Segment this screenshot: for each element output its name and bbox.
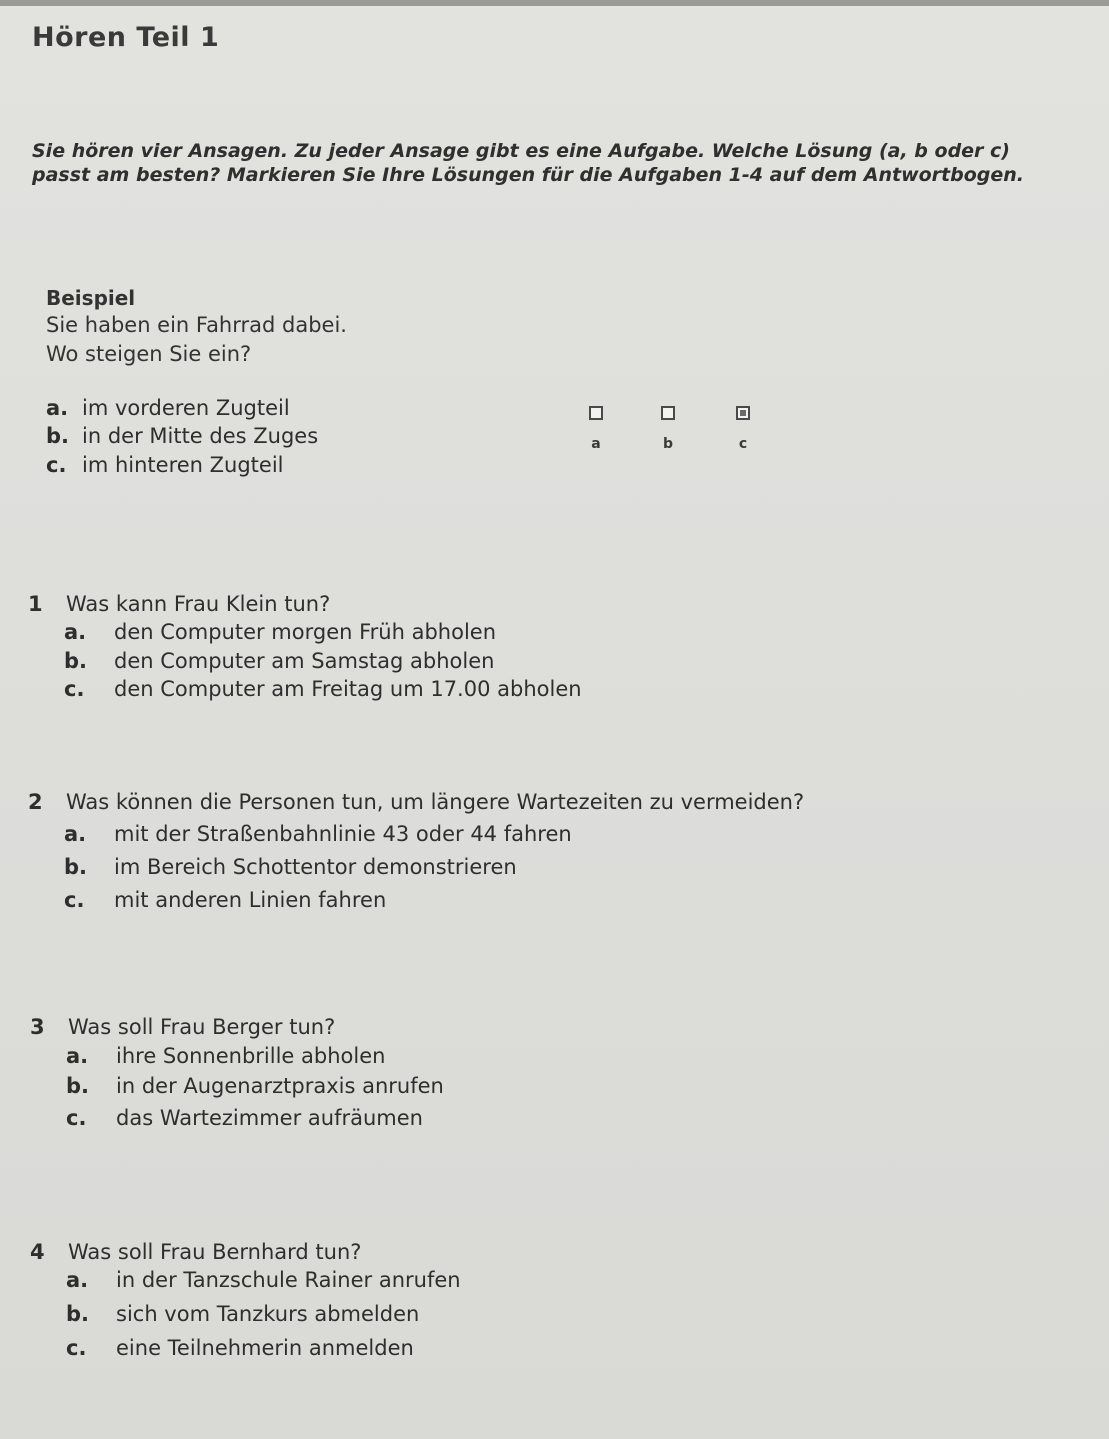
answer-label-a: a [591,436,601,452]
question-number: 4 [30,1240,45,1264]
question-4-option-a[interactable] [66,1268,461,1292]
option-text: ihre Sonnenbrille abholen [116,1044,386,1068]
instruction-line-1: Sie hören vier Ansagen. Zu jeder Ansage gibt es eine Aufgabe. Welche Lösung (a, b oder c) [32,140,1010,162]
option-letter: b. [64,649,88,673]
option-letter: c. [66,1106,87,1130]
question-2-option-c[interactable] [64,888,386,912]
example-option-letter: b. [46,424,70,448]
answer-checkbox-a[interactable] [589,406,603,420]
question-3-option-a[interactable] [66,1044,385,1068]
option-text: im Bereich Schottentor demonstrieren [114,855,517,879]
top-border-line [0,0,1109,6]
option-letter: a. [66,1044,89,1068]
question-4-option-b[interactable] [66,1302,419,1326]
example-heading: Beispiel [46,286,136,310]
example-option-b [46,424,318,448]
answer-checkbox-b[interactable] [661,406,675,420]
option-letter: c. [64,888,85,912]
option-letter: a. [64,822,87,846]
question-3 [30,1015,335,1039]
question-4-option-c[interactable] [66,1336,414,1360]
option-letter: b. [66,1074,90,1098]
answer-label-c: c [738,436,748,452]
option-letter: c. [66,1336,87,1360]
question-3-option-c[interactable] [66,1106,423,1130]
example-option-c [46,453,284,477]
option-text: den Computer am Freitag um 17.00 abholen [114,677,582,701]
option-letter: b. [66,1302,90,1326]
question-2-option-a[interactable] [64,822,572,846]
question-number: 3 [30,1015,45,1039]
option-text: das Wartezimmer aufräumen [116,1106,423,1130]
option-text: eine Teilnehmerin anmelden [116,1336,414,1360]
example-option-text: im hinteren Zugteil [82,453,284,477]
answer-checkbox-c[interactable] [736,406,750,420]
option-text: mit anderen Linien fahren [114,888,387,912]
option-text: sich vom Tanzkurs abmelden [116,1302,420,1326]
question-text: Was können die Personen tun, um längere Wartezeiten zu vermeiden? [66,790,805,814]
question-1-option-b[interactable] [64,649,494,673]
example-question: Wo steigen Sie ein? [46,342,252,366]
question-2 [28,790,804,814]
question-text: Was soll Frau Bernhard tun? [68,1240,362,1264]
answer-label-b: b [662,436,674,452]
example-option-a [46,396,290,420]
example-context: Sie haben ein Fahrrad dabei. [46,313,347,337]
question-number: 1 [28,592,43,616]
option-letter: a. [66,1268,89,1292]
option-text: den Computer am Samstag abholen [114,649,495,673]
example-option-letter: c. [46,453,67,477]
option-text: in der Tanzschule Rainer anrufen [116,1268,461,1292]
option-letter: c. [64,677,85,701]
option-text: den Computer morgen Früh abholen [114,620,497,644]
question-1 [28,592,330,616]
option-letter: b. [64,855,88,879]
question-1-option-c[interactable] [64,677,582,701]
option-text: in der Augenarztpraxis anrufen [116,1074,444,1098]
example-option-text: im vorderen Zugteil [82,396,290,420]
question-text: Was kann Frau Klein tun? [66,592,331,616]
option-letter: a. [64,620,87,644]
page-title: Hören Teil 1 [32,22,220,53]
question-4 [30,1240,361,1264]
question-text: Was soll Frau Berger tun? [68,1015,336,1039]
question-2-option-b[interactable] [64,855,517,879]
question-number: 2 [28,790,43,814]
instruction-line-2: passt am besten? Markieren Sie Ihre Lösungen für die Aufgaben 1-4 auf dem Antwortbogen. [32,164,1025,186]
example-option-text: in der Mitte des Zuges [82,424,319,448]
question-3-option-b[interactable] [66,1074,444,1098]
question-1-option-a[interactable] [64,620,496,644]
example-option-letter: a. [46,396,69,420]
option-text: mit der Straßenbahnlinie 43 oder 44 fahren [114,822,572,846]
